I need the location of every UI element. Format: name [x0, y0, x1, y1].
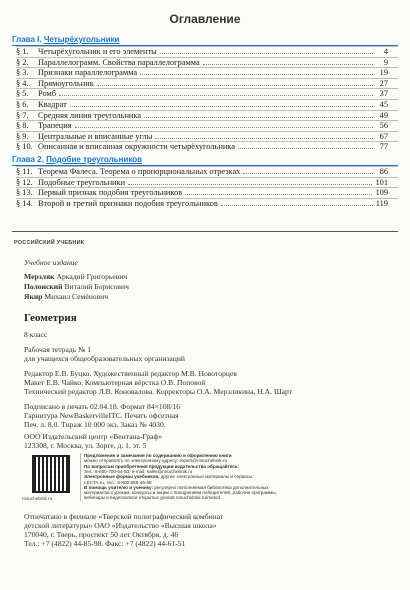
chapter-2-prefix: Глава 2. [12, 155, 44, 164]
toc-row-title: Ромб [38, 89, 57, 99]
toc-row-title: Первый признак подобия треугольников [38, 188, 183, 198]
toc-row-number: § 7. [16, 110, 29, 120]
toc-row-title: Четырёхугольник и его элементы [38, 47, 157, 56]
toc-row-number: § 3. [16, 68, 29, 78]
toc-row-page: 86 [379, 167, 388, 176]
toc-row-number: § 2. [16, 57, 29, 67]
author-3-last: Якир [24, 292, 43, 301]
toc-row-page: 45 [379, 100, 388, 109]
toc-row[interactable] [16, 121, 388, 131]
toc-row-number: § 13. [16, 188, 33, 198]
contact-line-text: можно отправлять по электронному адресу: expert@rosuchebnik.ru [84, 458, 228, 464]
staff-line-2: Макет Е.В. Чайко. Компьютерная вёрстка О.В. Поповой [24, 378, 206, 387]
toc-row-title: Квадрат [38, 100, 67, 109]
toc-row-page: 67 [379, 131, 388, 141]
toc-row-leader [144, 111, 373, 118]
toc-row-leader [243, 167, 373, 174]
toc-row[interactable] [16, 178, 388, 188]
chapter-1-name: Четырёхугольники [43, 35, 120, 44]
author-1 [24, 272, 127, 281]
toc-row[interactable] [16, 79, 388, 89]
chapter-2-heading [12, 155, 142, 164]
contact-line-text: регулярно пополняемая библиотека дополнительных [153, 484, 269, 490]
printer-line-2: детской литературы» ОАО «Издательство «Высшая школа» [24, 521, 217, 530]
series-label: РОССИЙСКИЙ УЧЕБНИК [14, 240, 85, 246]
toc-row-number: § 1. [16, 47, 29, 56]
contact-line-bold: Электронные формы учебников, [84, 474, 160, 480]
author-3-first: Михаил Семёнович [44, 292, 109, 301]
toc-row-title: Центральные и вписанные углы [38, 131, 153, 141]
toc-row[interactable] [16, 142, 388, 152]
toc-row-leader [128, 178, 372, 185]
toc-row-number: § 14. [16, 198, 33, 208]
toc-row-page: 37 [379, 89, 388, 99]
toc-row-page: 4 [383, 47, 388, 56]
toc-row-leader [75, 121, 373, 128]
toc-row-title: Описанная и вписанная окружности четырёхугольника [38, 142, 235, 152]
chapter-1-heading [12, 35, 119, 44]
qr-divider [80, 453, 81, 501]
print-line-1: Подписано в печать 02.04.18. Формат 84×108/16 [24, 402, 181, 411]
author-1-last: Мерзляк [24, 272, 55, 281]
contact-line-text: материалов к урокам, конкурсы и акции с поощрением победителей, рабочие программы, [84, 490, 277, 496]
toc-row-title: Признаки параллелограмма [38, 68, 138, 78]
toc-row-title: Теорема Фалеса. Теорема о пропорциональных отрезках [38, 167, 241, 176]
toc-row-number: § 4. [16, 78, 29, 88]
toc-row-page: 119 [375, 198, 388, 208]
toc-row-title: Параллелограмм. Свойства параллелограмма [38, 57, 200, 67]
toc-row-page: 109 [375, 188, 388, 198]
printer-line-4: Тел.: +7 (4822) 44-85-98. Факс: +7 (4822) 44-61-51 [24, 539, 186, 548]
toc-row[interactable] [16, 188, 388, 198]
contact-line-text: тел.: 8-800-700-64-83; e-mail: sales@rosuchebnik.ru [84, 468, 193, 474]
book-title: Геометрия [24, 312, 77, 324]
author-2-last: Полонский [24, 282, 63, 291]
contact-line-text: другие электронные материалы и сервисы: [159, 474, 254, 480]
toc-row[interactable] [16, 167, 388, 177]
print-line-3: Печ. л. 8.0. Тираж 10 000 экз. Заказ № 4030. [24, 420, 166, 429]
publisher-line-2: 123308, г. Москва, ул. Зорге, д. 1, эт. 5 [24, 441, 147, 450]
contact-line-text: вебинары и видеозаписи открытых уроков rosuchebnik.ru/metod [84, 495, 221, 501]
separator-line [12, 231, 398, 232]
chapter-2-name: Подобие треугольников [46, 155, 143, 164]
toc-row[interactable] [16, 132, 388, 142]
chapter-1-prefix: Глава I. [12, 35, 42, 44]
workbook-line-2: для учащихся общеобразовательных организаций [24, 354, 185, 363]
staff-line-3: Технический редактор Л.В. Коновалова. Корректоры О.А. Мерзликина, Н.А. Шарт [24, 387, 292, 396]
edition-label: Учебное издание [24, 258, 78, 267]
toc-row-leader [97, 79, 373, 86]
toc-row-page: 27 [379, 78, 388, 88]
toc-row-leader [221, 199, 373, 206]
printer-line-3: 170040, г. Тверь, проспект 50 лет Октября, д. 46 [24, 530, 179, 539]
author-2-first: Виталий Борисович [64, 282, 129, 291]
author-1-first: Аркадий Григорьевич [56, 272, 128, 281]
toc-row-number: § 8. [16, 121, 29, 131]
toc-row-page: 56 [379, 121, 388, 131]
contact-line [84, 495, 220, 500]
toc-row-title: Второй и третий признаки подобия треугольников [38, 198, 218, 208]
toc-row-page: 77 [379, 142, 388, 152]
toc-row-leader [59, 89, 373, 96]
site-label[interactable]: rosuchebnik.ru [22, 496, 53, 501]
toc-row-number: § 9. [16, 131, 29, 141]
toc-row-number: § 11. [16, 167, 33, 176]
toc-row-number: § 6. [16, 100, 29, 109]
toc-row[interactable] [16, 68, 388, 78]
toc-row-number: § 10. [16, 142, 33, 152]
toc-row[interactable] [16, 89, 388, 99]
print-line-2: Гарнитура NewBaskervilleITC. Печать офсетная [24, 411, 179, 420]
printer-line-1: Отпечатано в филиале «Тверской полиграфический комбинат [24, 512, 224, 521]
author-2 [24, 282, 129, 291]
contact-line-bold: По вопросам приобретения продукции издательства обращайтесь: [84, 463, 240, 469]
contact-line-bold: В помощь учителю и ученику: [84, 484, 154, 490]
contact-line-bold: Предложения и замечания по содержанию и оформлению книги [84, 453, 232, 458]
toc-row-page: 9 [383, 57, 388, 67]
toc-title: Оглавление [169, 12, 241, 26]
toc-row-page: 19 [379, 68, 388, 78]
qr-code[interactable] [32, 455, 70, 493]
staff-line-1: Редактор Е.В. Буцко. Художественный редактор М.В. Новоторцев [24, 369, 237, 378]
author-3 [24, 292, 108, 301]
contact-line-text: LECTA.ru, тел.: 8-800-555-46-68 [84, 479, 152, 485]
grade-label: 8 класс [24, 330, 48, 339]
toc-row-title: Прямоугольник [38, 78, 94, 88]
toc-row[interactable] [16, 100, 388, 110]
toc-row-leader [238, 142, 373, 149]
toc-row[interactable] [16, 58, 388, 68]
toc-row-title: Трапеция [38, 121, 72, 131]
toc-row[interactable] [16, 47, 388, 57]
toc-row-leader [140, 68, 373, 75]
toc-row-page: 49 [379, 110, 388, 120]
publisher-line-1: ООО Издательский центр «Вентана-Граф» [24, 432, 163, 441]
toc-row-number: § 5. [16, 89, 29, 99]
toc-row-leader [185, 188, 372, 195]
toc-row-leader [160, 47, 373, 54]
toc-row-title: Подобные треугольники [38, 177, 126, 187]
toc-row-number: § 12. [16, 177, 33, 187]
workbook-line-1: Рабочая тетрадь № 1 [24, 345, 92, 354]
toc-row-leader [70, 100, 373, 107]
toc-row-page: 101 [375, 177, 388, 187]
toc-row[interactable] [16, 199, 388, 209]
toc-row-leader [203, 58, 373, 65]
toc-row[interactable] [16, 111, 388, 121]
toc-row-leader [155, 132, 373, 139]
toc-row-title: Средняя линия треугольника [38, 110, 142, 120]
